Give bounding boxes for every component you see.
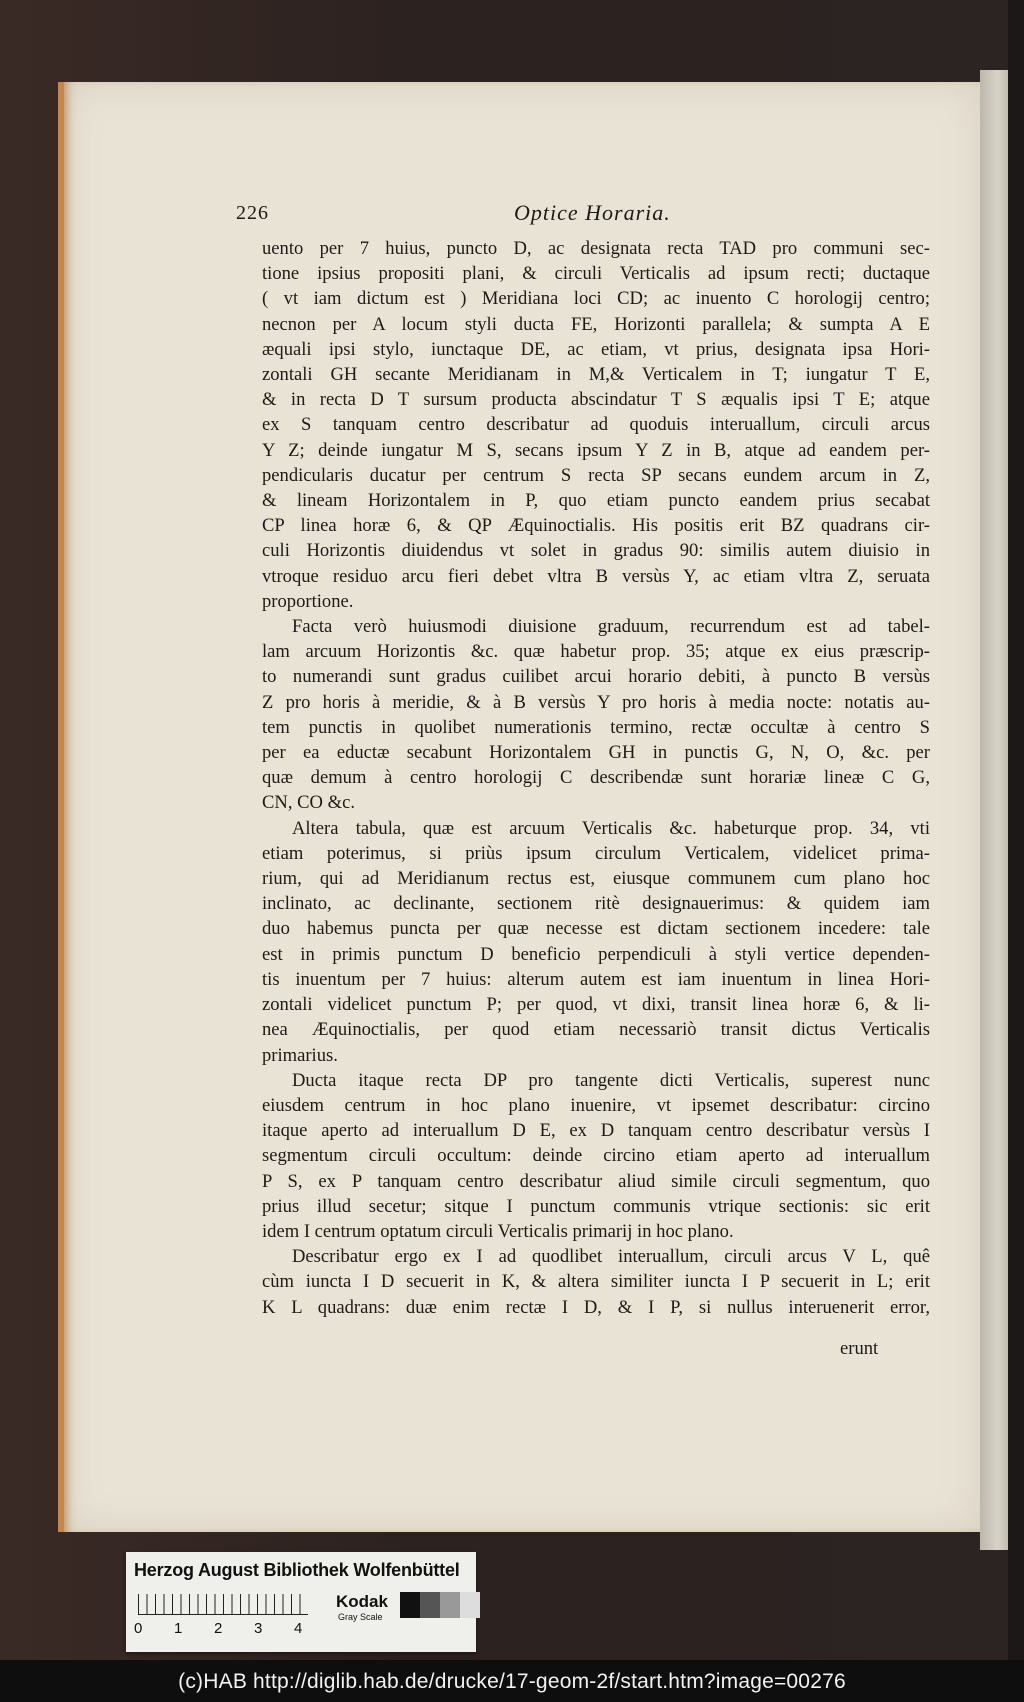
text-line: to numerandi sunt gradus cuilibet arcui horario debiti, à puncto B versùs [262,666,930,688]
text-line: nea Æquinoctialis, per quod etiam necessariò transit dictus Verticalis [262,1019,930,1041]
gray-swatch [420,1592,440,1618]
text-line: proportione. [262,590,354,612]
text-line: primarius. [262,1044,338,1066]
text-line: tem punctis in quolibet numerationis termino, rectæ occultæ à centro S [262,716,930,738]
text-line: vtroque residuo arcu fieri debet vltra B versùs Y, ac etiam vltra Z, seruata [262,565,930,587]
ruler-number: 4 [294,1620,303,1637]
text-line: Altera tabula, quæ est arcuum Verticalis &c. habeturque prop. 34, vti [292,817,930,839]
ruler-number: 3 [254,1620,263,1637]
text-line: CP linea horæ 6, & QP Æquinoctialis. His positis erit BZ quadrans cir- [262,515,930,537]
text-line: uento per 7 huius, puncto D, ac designata recta TAD pro communi sec- [262,238,930,259]
text-line: Ducta itaque recta DP pro tangente dicti Verticalis, superest nunc [292,1069,930,1091]
text-line: CN, CO &c. [262,792,355,814]
text-line: cùm iuncta I D secuerit in K, & altera similiter iuncta I P secuerit in L; erit [262,1271,930,1293]
text-line: ex S tanquam centro describatur ad quoduis interuallum, circuli arcus [262,414,930,436]
text-line: quæ demum à centro horologij C describendæ sunt horariæ lineæ C G, [262,767,930,789]
text-line: P S, ex P tanquam centro describatur aliud simile circuli segmentum, quo [262,1170,930,1192]
text-line: duo habemus puncta per quæ necesse est dictam sectionem incedere: tale [262,918,930,940]
text-line: itaque aperto ad interuallum D E, ex D tanquam centro describatur versùs I [262,1120,930,1142]
text-line: Y Z; deinde iungatur M S, secans ipsum Y Z in B, atque ad eandem per- [262,439,930,461]
text-line: idem I centrum optatum circuli Verticalis primarij in hoc plano. [262,1220,734,1242]
ruler-number: 2 [214,1620,223,1637]
text-line: tione ipsius propositi plani, & circuli Verticalis ad ipsum recti; ductaque [262,263,930,285]
text-line: pendicularis ducatur per centrum S recta SP secans eundem arcum in Z, [262,464,930,486]
text-line: zontali videlicet punctum P; per quod, vt dixi, transit linea horæ 6, & li- [262,994,930,1016]
text-line: æquali ipsi stylo, iunctaque DE, ac etiam, vt prius, designata ipsa Hori- [262,338,930,360]
page-header [236,200,936,232]
text-line: etiam poterimus, si priùs ipsum circulum Verticalem, videlicet prima- [262,842,930,864]
gray-swatch [460,1592,480,1618]
running-title: Optice Horaria. [514,200,671,225]
page-number: 226 [236,202,269,224]
text-line: culi Horizontis diuidendus vt solet in gradus 90: similis autem diuisio in [262,540,930,562]
text-line: est in primis punctum D beneficio perpendiculi à styli vertice dependen- [262,943,930,965]
gray-swatch [440,1592,460,1618]
gray-swatch [400,1592,420,1618]
text-line: per ea eductæ secabunt Horizontalem GH in punctis G, N, O, &c. per [262,742,930,764]
ruler-number: 0 [134,1620,143,1637]
color-calibration-card [126,1552,476,1652]
library-name: Herzog August Bibliothek Wolfenbüttel [134,1560,460,1580]
body-text [262,236,930,1320]
text-line: lam arcuum Horizontis &c. quæ habetur prop. 35; atque ex eius præscrip- [262,641,930,663]
text-line: Z pro horis à meridie, & à B versùs Y pro horis à media nocte: notatis au- [262,691,930,713]
text-line: Facta verò huiusmodi diuisione graduum, recurrendum est ad tabel- [292,616,930,638]
text-line: necnon per A locum styli ducta FE, Horizonti parallela; & sumpta A E [262,313,930,335]
text-line: & in recta D T sursum producta abscindatur T S æqualis ipsi T E; atque [262,389,930,411]
text-line: rium, qui ad Meridianum rectus est, eiusque communem cum plano hoc [262,868,930,890]
text-line: inclinato, ac declinante, sectionem ritè designauerimus: & quidem iam [262,893,930,915]
text-line: prius illud secetur; sitque I punctum communis vtrique sectionis: sic erit [262,1195,930,1217]
text-line: segmentum circuli occultum: deinde circino etiam aperto ad interuallum [262,1145,930,1167]
text-line: eiusdem centrum in hoc plano inuenire, vt ipsemet describatur: circino [262,1094,930,1116]
gray-swatches [400,1592,480,1618]
text-line: K L quadrans: duæ enim rectæ I D, & I P, si nullus interuenerit error, [262,1296,930,1318]
text-line: Describatur ergo ex I ad quodlibet interuallum, circuli arcus V L, quê [292,1246,930,1268]
gray-scale-label: Gray Scale [338,1612,383,1622]
text-line: ( vt iam dictum est ) Meridiana loci CD; ac inuento C horologij centro; [262,288,930,310]
credit-url: (c)HAB http://diglib.hab.de/drucke/17-geom-2f/start.htm?image=00276 [178,1670,846,1693]
book-spine-shadow [1008,0,1024,1660]
catchword: erunt [840,1338,879,1359]
text-line: & lineam Horizontalem in P, quo etiam puncto eandem prius secabat [262,490,930,512]
scale-ruler [138,1594,308,1615]
ruler-number: 1 [174,1620,183,1637]
text-line: zontali GH secante Meridianam in M,& Verticalem in T; iungatur T E, [262,364,930,386]
kodak-logo: Kodak [336,1592,388,1611]
text-line: tis inuentum per 7 huius: alterum autem est iam inuentum in linea Hori- [262,968,930,990]
